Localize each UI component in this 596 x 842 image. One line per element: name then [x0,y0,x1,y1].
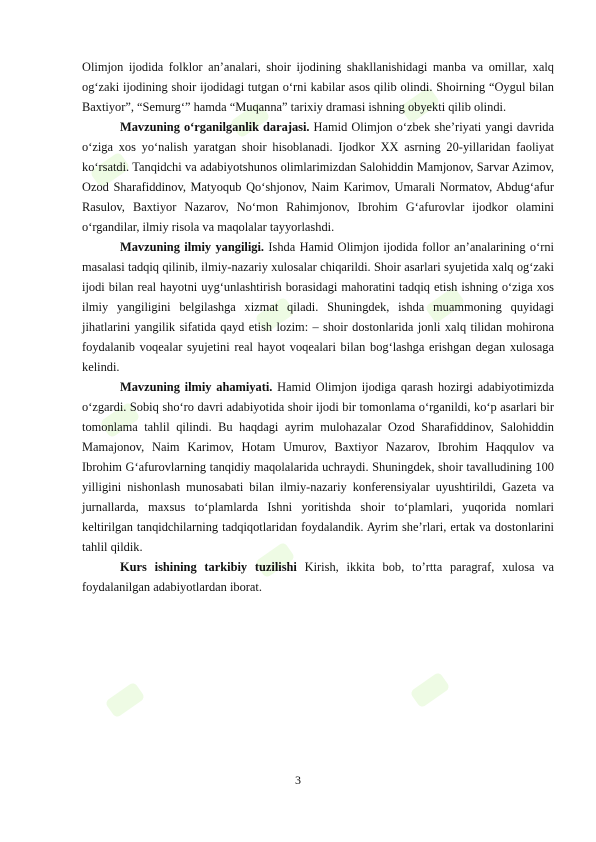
paragraph-structure [82,557,554,597]
paragraph-text: Olimjon ijodida folklor an’analari, shoir ijodining shakllanishidagi manba va omillar, xalq og‘zaki ijodining shoir ijodidagi tutgan o‘rni kabilar asos qilib olindi. Shoirning “Oygul bilan Baxtiyor”, “Semurg‘” hamda “Muqanna” tarixiy dramasi ishning obyekti qilib olindi. [82,60,554,114]
paragraph-text: Ishda Hamid Olimjon ijodida follor an’analarining o‘rni masalasi tadqiq qilinib, ilmiy-nazariy xulosalar chiqarildi. Shoir asarlari syujetida xalq og‘zaki ijodi bilan real hayotni uyg‘unlashtirish borasidagi mahoratini tadqiq etish ishning o‘ziga xos ilmiy yangiligini belgilashga xizmat qiladi. Shuningdek, ishda muammoning quyidagi jihatlarini yangilik sifatida qayd etish lozim: – shoir dostonlarida jonli xalq tilidan mohirona foydalanib voqealar syujetini real hayot voqealari bilan bog‘lashga erishgan degan xulosaga kelindi. [82,240,554,374]
document-body [82,57,554,597]
section-heading: Mavzuning ilmiy ahamiyati. [120,380,273,394]
paragraph-research-degree [82,117,554,237]
paragraph-text: Hamid Olimjon ijodiga qarash hozirgi adabiyotimizda o‘zgardi. Sobiq sho‘ro davri adabiyotida shoir ijodi bir tomonlama o‘rganildi, ko‘p asarlari bir tomonlama tahlil qilindi. Bu haqdagi ayrim mulohazalar Ozod Sharafiddinov, Salohiddin Mamajonov, Naim Karimov, Hotam Umurov, Baxtiyor Nazarov, Ibrohim Haqqulov va Ibrohim G‘afurovlarning tanqidiy maqolalarida uchraydi. Shuningdek, shoir tavalludining 100 yilligini nishonlash munosabati bilan ilmiy-nazariy konferensiyalar uyushtirildi, Gazeta va jurnallarda, maxsus to‘plamlarda Ishni yoritishda shoir to‘plamlari, yuqorida nomlari keltirilgan tanqidchilarning tadqiqotlaridan foydalandik. Ayrim she’rlari, ertak va dostonlarini tahlil qildik. [82,380,554,554]
paragraph-novelty [82,237,554,377]
paragraph-importance [82,377,554,557]
section-heading: Kurs ishining tarkibiy tuzilishi [120,560,297,574]
page-number: 3 [295,773,301,787]
section-heading: Mavzuning o‘rganilganlik darajasi. [120,120,310,134]
paragraph-text: Kirish, ikkita bob, to’rtta paragraf, xulosa va foydalanilgan adabiyotlardan iborat. [82,560,554,594]
paragraph-intro [82,57,554,117]
section-heading: Mavzuning ilmiy yangiligi. [120,240,265,254]
paragraph-text: Hamid Olimjon o‘zbek she’riyati yangi davrida o‘ziga xos yo‘nalish yaratgan shoir hisoblanadi. Ijodkor XX asrning 20-yillaridan faoliyat ko‘rsatdi. Tanqidchi va adabiyotshunos olimlarimizdan Salohiddin Mamjonov, Sarvar Azimov, Ozod Sharafiddinov, Matyoqub Qo‘shjonov, Naim Karimov, Umarali Normatov, Abdug‘afur Rasulov, Baxtiyor Nazarov, No‘mon Rahimjonov, Ibrohim G‘afurovlar ijodkor olamini o‘rgandilar, ilmiy risola va maqolalar tayyorlashdi. [82,120,554,234]
